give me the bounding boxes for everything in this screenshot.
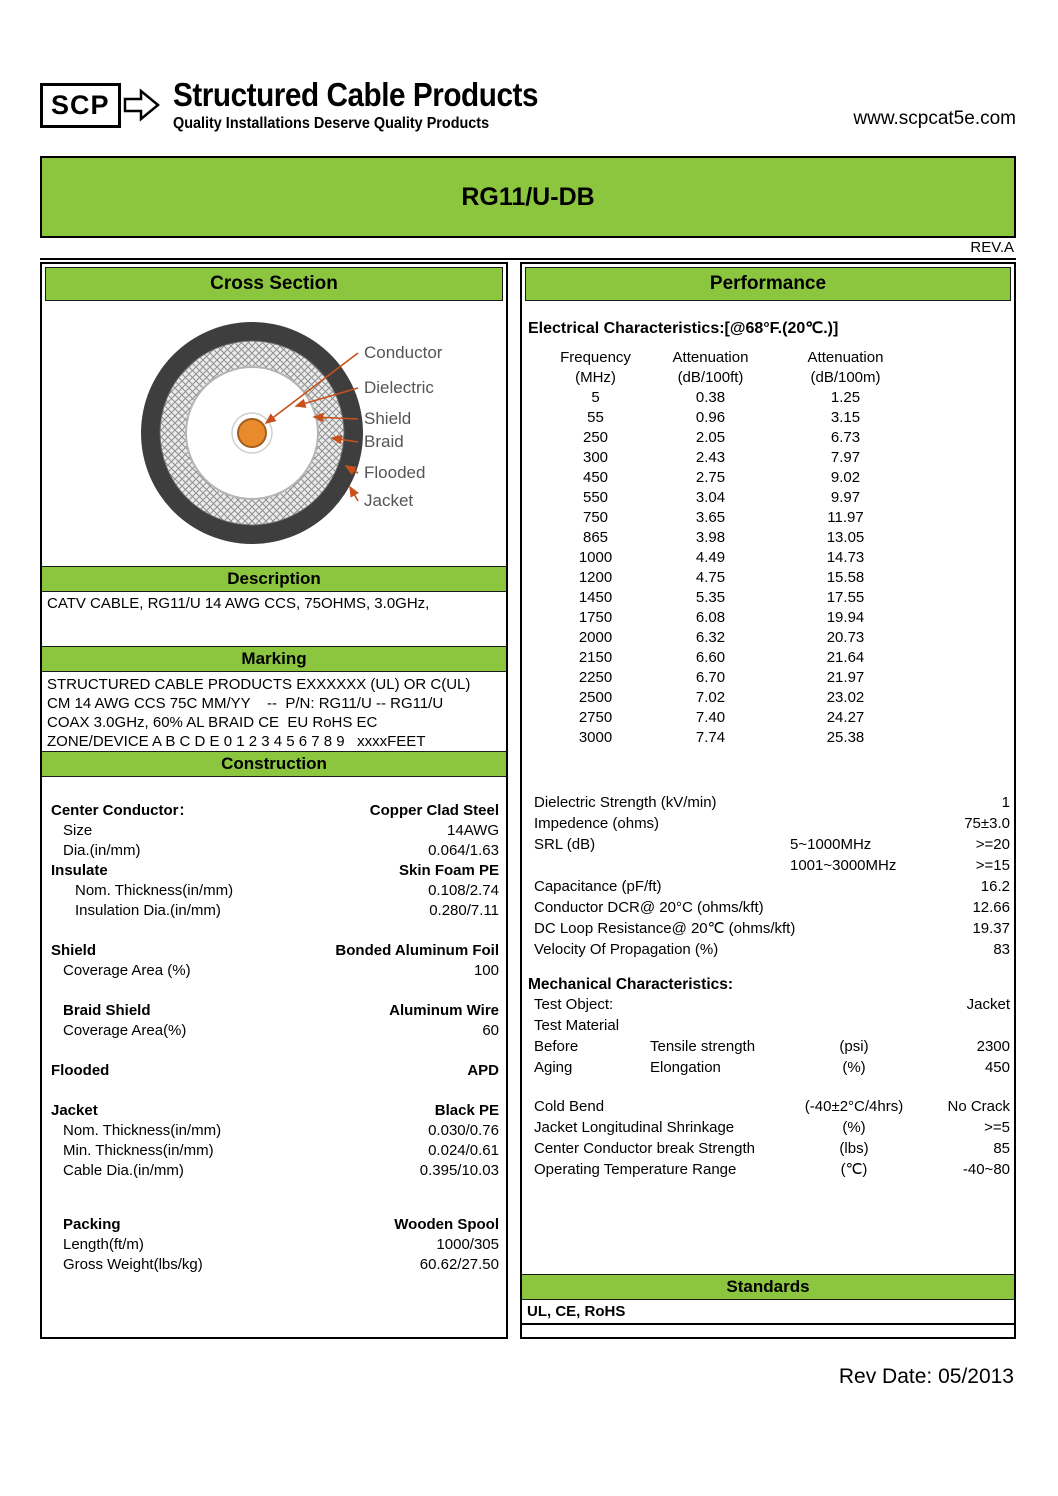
construction-row [47,901,501,921]
mechanical-property-row [522,1138,1014,1159]
attenuation-m-value: 13.05 [826,529,865,546]
attenuation-m-value: 23.02 [826,689,865,706]
construction-row-label: Gross Weight(lbs/kg) [63,1256,203,1273]
construction-row-label: Center Conductor： [51,802,194,819]
attenuation-ft-value: 5.35 [695,589,726,606]
cross-section-panel [40,262,508,1339]
logo-group [40,78,578,133]
construction-row [47,861,501,881]
frequency-value: 300 [582,449,609,466]
attenuation-m-value: 20.73 [826,629,865,646]
construction-row-value: 14AWG [447,822,499,839]
attenuation-row [528,548,933,568]
mechanical-property-row [522,1036,1014,1057]
description-header: Description [42,566,506,592]
company-tagline: Quality Installations Deserve Quality Products [172,114,489,132]
frequency-value: 750 [582,509,609,526]
construction-row-value: 0.108/2.74 [428,882,499,899]
attenuation-m-value: 3.15 [830,409,861,426]
construction-row-value: 0.280/7.11 [429,902,499,919]
construction-row [47,801,501,821]
construction-row [47,821,501,841]
property-label: Cold Bend [534,1098,605,1115]
attenuation-m-value: 15.58 [826,569,865,586]
frequency-value: 1200 [578,569,613,586]
construction-row-label: Nom. Thickness(in/mm) [63,1122,222,1139]
attenuation-table [528,348,933,748]
construction-row-label: Insulate [51,862,108,879]
construction-row-value: 0.024/0.61 [428,1142,499,1159]
attenuation-ft-value: 2.05 [695,429,726,446]
description-text: CATV CABLE, RG11/U 14 AWG CCS, 75OHMS, 3.0GHz, [47,595,430,612]
mechanical-property-row [522,1096,1014,1117]
construction-row-value: 1000/305 [436,1236,499,1253]
property-unit: (%) [842,1119,866,1136]
attenuation-m-value: 9.02 [830,469,861,486]
diagram-label-braid: Braid [364,432,404,451]
construction-row-value: 0.030/0.76 [428,1122,499,1139]
property-label: DC Loop Resistance@ 20℃ (ohms/kft) [534,920,796,937]
mechanical-characteristics-title: Mechanical Characteristics: [528,976,734,993]
website-url: www.scpcat5e.com [853,108,1016,129]
property-unit: (psi) [839,1038,869,1055]
frequency-value: 55 [587,409,604,426]
property-label: Velocity Of Propagation (%) [534,941,719,958]
construction-row-value: 100 [473,962,499,979]
construction-row [47,1001,501,1021]
construction-row-value: Skin Foam PE [398,862,499,879]
construction-row-label: Coverage Area(%) [63,1022,187,1039]
electrical-property-row [522,876,1014,897]
construction-row [47,1141,501,1161]
attenuation-m-value: 24.27 [826,709,865,726]
frequency-value: 865 [582,529,609,546]
property-label: Center Conductor break Strength [534,1140,755,1157]
construction-row-label: Nom. Thickness(in/mm) [75,882,234,899]
standards-header: Standards [522,1274,1014,1300]
attenuation-ft-value: 0.96 [695,409,726,426]
marking-header: Marking [42,646,506,672]
attenuation-ft-value: 4.49 [695,549,726,566]
attenuation-row [528,408,933,428]
property-label: Conductor DCR@ 20°C (ohms/kft) [534,899,764,916]
property-value: -40~80 [962,1161,1010,1178]
mechanical-property-row [522,1117,1014,1138]
brand-block [173,78,579,133]
frequency-value: 2000 [578,629,613,646]
attenuation-row [528,428,933,448]
construction-row [47,841,501,861]
cable-cross-section-diagram [42,304,506,566]
property-unit: (%) [842,1059,866,1076]
property-value: >=15 [975,857,1010,874]
attenuation-row [528,728,933,748]
content-columns [40,262,1016,1339]
attenuation-m-value: 9.97 [830,489,861,506]
attenuation-m-value: 6.73 [830,429,861,446]
construction-row [47,1101,501,1121]
attenuation-m-value: 21.64 [826,649,865,666]
property-label: Capacitance (pF/ft) [534,878,662,895]
diagram-area [42,304,506,566]
property-value: 19.37 [972,920,1010,937]
construction-row [47,1061,501,1081]
attenuation-row [528,628,933,648]
construction-row-value: APD [467,1062,499,1079]
mechanical-property-row [522,994,1014,1015]
attenuation-ft-value: 6.08 [695,609,726,626]
diagram-label-dielectric: Dielectric [364,378,434,397]
property-value: 2300 [976,1038,1010,1055]
mechanical-property-row [522,1057,1014,1078]
marking-line: CM 14 AWG CCS 75C MM/YY -- P/N: RG11/U -- RG11/U [47,695,444,712]
frequency-value: 250 [582,429,609,446]
frequency-value: 3000 [578,729,613,746]
attenuation-ft-value: 0.38 [695,389,726,406]
construction-row-label: Dia.(in/mm) [63,842,141,859]
property-label: Test Object: [534,996,614,1013]
construction-row-label: Jacket [51,1102,98,1119]
mechanical-property-row [522,1015,1014,1036]
property-value: >=20 [975,836,1010,853]
property-value: 16.2 [980,878,1010,895]
diagram-label-conductor: Conductor [364,343,443,362]
construction-row-label: Packing [63,1216,121,1233]
frequency-value: 2500 [578,689,613,706]
construction-row-label: Braid Shield [63,1002,151,1019]
construction-row-value: Aluminum Wire [389,1002,499,1019]
scp-logo: SCP [40,83,121,128]
frequency-value: 1450 [578,589,613,606]
attenuation-row [528,528,933,548]
construction-row-value: Wooden Spool [394,1216,499,1233]
company-name: Structured Cable Products [172,76,538,113]
cross-section-header: Cross Section [45,267,503,301]
attenuation-ft-value: 6.60 [695,649,726,666]
attenuation-ft-value: 2.43 [695,449,726,466]
attenuation-ft-value: 6.32 [695,629,726,646]
attenuation-ft-column-header: Attenuation (dB/100ft) [672,349,749,386]
rev-row [40,238,1016,260]
property-label: Jacket Longitudinal Shrinkage [534,1119,735,1136]
construction-row [47,1255,501,1275]
frequency-column-header: Frequency (MHz) [560,349,631,386]
attenuation-m-column-header: Attenuation (dB/100m) [807,349,884,386]
diagram-label-flooded: Flooded [364,463,426,482]
attenuation-table-header [528,348,933,388]
attenuation-row [528,448,933,468]
electrical-property-row [522,897,1014,918]
attenuation-row [528,708,933,728]
product-title: RG11/U-DB [461,182,595,211]
construction-row-value: Copper Clad Steel [369,802,499,819]
construction-row-value: Bonded Aluminum Foil [335,942,499,959]
electrical-properties-list [522,792,1014,960]
construction-row [47,1161,501,1181]
construction-row-value: 60.62/27.50 [419,1256,499,1273]
property-label: Before [534,1038,579,1055]
property-label: Test Material [534,1017,620,1034]
diagram-label-jacket: Jacket [364,491,414,510]
property-unit: (℃) [840,1161,868,1178]
property-label: Impedence (ohms) [534,815,660,832]
construction-row-label: Shield [51,942,97,959]
attenuation-ft-value: 4.75 [695,569,726,586]
construction-list [42,777,506,1275]
attenuation-m-value: 25.38 [826,729,865,746]
attenuation-ft-value: 6.70 [695,669,726,686]
conductor-core [238,419,266,447]
property-value: 450 [984,1059,1010,1076]
attenuation-ft-value: 7.40 [695,709,726,726]
attenuation-row [528,568,933,588]
property-condition: 5~1000MHz [790,836,872,853]
property-label: Aging [534,1059,573,1076]
marking-line: STRUCTURED CABLE PRODUCTS EXXXXXX (UL) OR C(UL) [47,676,471,693]
electrical-property-row [522,939,1014,960]
performance-body [522,304,1014,1337]
frequency-value: 450 [582,469,609,486]
performance-header: Performance [525,267,1011,301]
attenuation-row [528,608,933,628]
electrical-property-row [522,834,1014,855]
electrical-characteristics-title: Electrical Characteristics:[@68°F.(20℃.)] [528,320,839,337]
attenuation-ft-value: 7.74 [695,729,726,746]
property-value: 83 [993,941,1010,958]
attenuation-row [528,388,933,408]
construction-row [47,1021,501,1041]
mechanical-property-row [522,1159,1014,1180]
performance-panel [520,262,1016,1339]
property-condition: 1001~3000MHz [790,857,897,874]
attenuation-ft-value: 3.65 [695,509,726,526]
diagram-label-shield: Shield [364,409,412,428]
attenuation-m-value: 1.25 [830,389,861,406]
attenuation-ft-value: 2.75 [695,469,726,486]
construction-row [47,1215,501,1235]
construction-row [47,1121,501,1141]
attenuation-ft-value: 3.04 [695,489,726,506]
property-value: >=5 [984,1119,1010,1136]
attenuation-m-value: 7.97 [830,449,861,466]
property-value: 85 [993,1140,1010,1157]
property-label: Operating Temperature Range [534,1161,737,1178]
product-title-bar [40,156,1016,238]
frequency-value: 2250 [578,669,613,686]
construction-row-value: Black PE [434,1102,499,1119]
frequency-value: 5 [591,389,600,406]
construction-row-value: 0.064/1.63 [428,842,499,859]
construction-row [47,961,501,981]
property-test: Elongation [650,1059,721,1076]
frequency-value: 2150 [578,649,613,666]
attenuation-table-body [528,388,933,748]
construction-row-value: 0.395/10.03 [419,1162,499,1179]
attenuation-row [528,668,933,688]
attenuation-m-value: 14.73 [826,549,865,566]
logo-arrow-icon [123,87,161,123]
marking-line: COAX 3.0GHz, 60% AL BRAID CE EU RoHS EC [47,714,378,731]
frequency-value: 1000 [578,549,613,566]
rev-label: REV.A [970,239,1014,256]
attenuation-m-value: 17.55 [826,589,865,606]
mechanical-properties-list [522,994,1014,1180]
frequency-value: 2750 [578,709,613,726]
construction-row-value: 60 [482,1022,499,1039]
construction-row [47,881,501,901]
attenuation-row [528,648,933,668]
property-value: Jacket [966,996,1010,1013]
attenuation-m-value: 11.97 [827,509,864,526]
property-value: No Crack [947,1098,1010,1115]
construction-row [47,941,501,961]
construction-header: Construction [42,751,506,777]
attenuation-ft-value: 3.98 [695,529,726,546]
property-unit: (-40±2°C/4hrs) [804,1098,904,1115]
construction-row-label: Flooded [51,1062,110,1079]
electrical-property-row [522,792,1014,813]
property-value: 75±3.0 [964,815,1010,832]
attenuation-ft-value: 7.02 [695,689,726,706]
attenuation-row [528,468,933,488]
property-test: Tensile strength [650,1038,756,1055]
electrical-property-row [522,813,1014,834]
attenuation-row [528,588,933,608]
property-label: SRL (dB) [534,836,596,853]
property-label: Dielectric Strength (kV/min) [534,794,717,811]
construction-row [47,1235,501,1255]
electrical-property-row [522,855,1014,876]
header [40,78,1016,140]
construction-row-label: Size [63,822,93,839]
marking-line: ZONE/DEVICE A B C D E 0 1 2 3 4 5 6 7 8 9 xxxxFEET [47,733,426,750]
spacer [522,1180,1014,1274]
property-unit: (lbs) [839,1140,869,1157]
attenuation-row [528,688,933,708]
construction-row-label: Coverage Area (%) [63,962,191,979]
frequency-value: 1750 [578,609,613,626]
rev-date: Rev Date: 05/2013 [838,1365,1014,1388]
electrical-property-row [522,918,1014,939]
attenuation-row [528,508,933,528]
marking-text [42,672,506,751]
attenuation-m-value: 19.94 [826,609,865,626]
property-value: 12.66 [972,899,1010,916]
property-value: 1 [1001,794,1010,811]
construction-row-label: Length(ft/m) [63,1236,144,1253]
jacket-pointer-line [350,487,358,501]
construction-row-label: Insulation Dia.(in/mm) [75,902,221,919]
frequency-value: 550 [582,489,609,506]
construction-row-label: Min. Thickness(in/mm) [63,1142,214,1159]
standards-text: UL, CE, RoHS [522,1300,1014,1325]
attenuation-row [528,488,933,508]
attenuation-m-value: 21.97 [826,669,865,686]
construction-row-label: Cable Dia.(in/mm) [63,1162,184,1179]
